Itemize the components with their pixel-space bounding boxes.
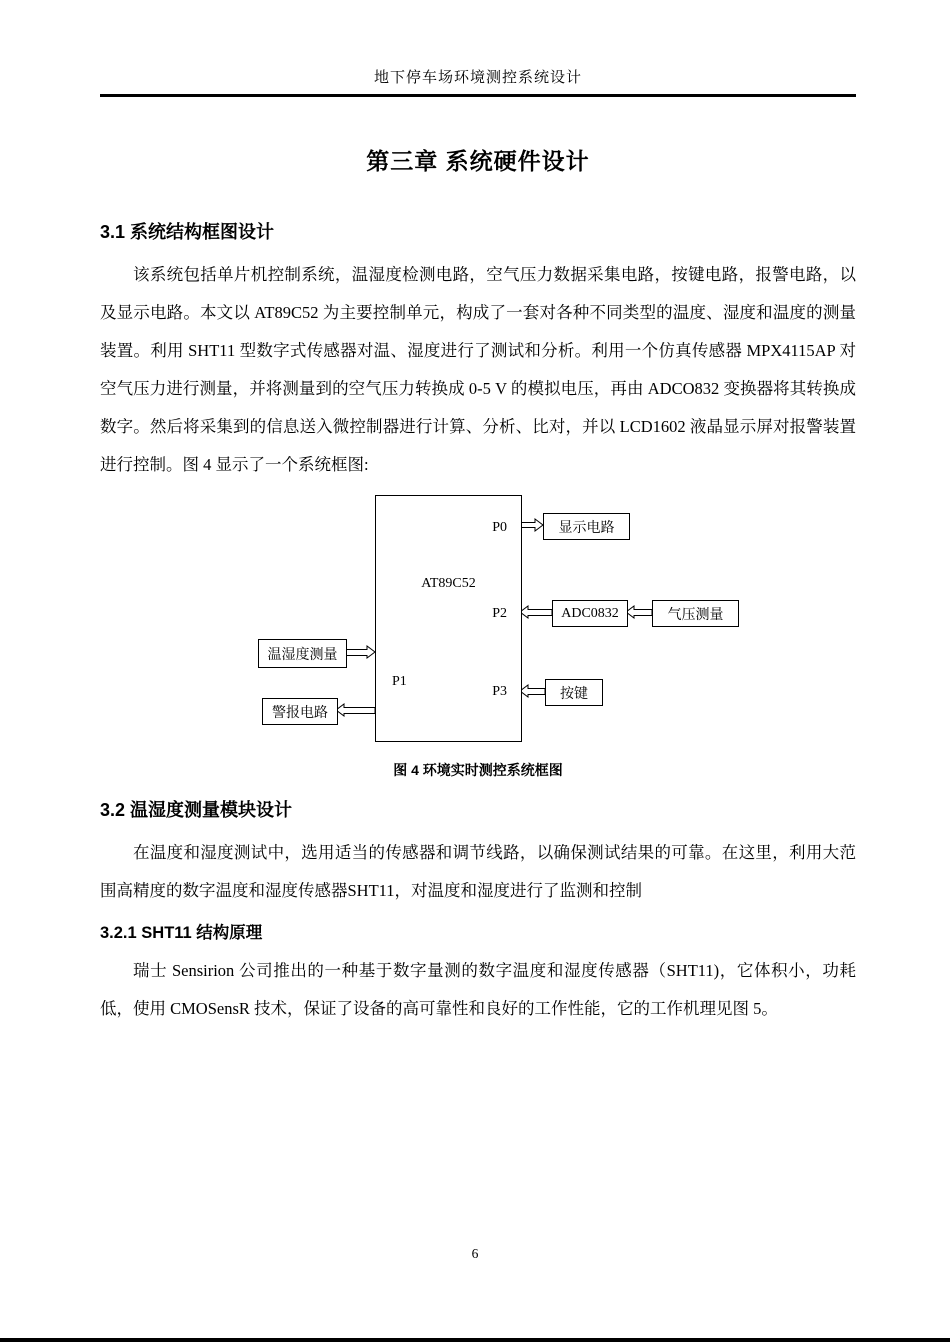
arrow-temphum-mcu [345,646,375,658]
diagram-box-temp-humidity: 温湿度测量 [258,639,347,668]
arrow-mcu-alarm [336,704,375,716]
mcu-port-p0: P0 [492,520,507,535]
chapter-title: 第三章 系统硬件设计 [366,148,590,174]
section-32-heading: 3.2 温湿度测量模块设计 [100,800,293,820]
diagram-box-pressure: 气压测量 [652,600,739,627]
page-content [100,0,856,1028]
diagram-box-mcu [375,495,522,742]
diagram-box-keys: 按键 [545,679,603,706]
diagram-box-display: 显示电路 [543,513,630,540]
mcu-label: AT89C52 [421,576,476,591]
arrow-keys-p3 [520,685,545,697]
system-block-diagram [100,492,856,754]
running-header: 地下停车场环境测控系统设计 [100,66,856,97]
arrow-pressure-adc [626,606,652,618]
figure4-caption: 图 4 环境实时测控系统框图 [393,762,563,778]
section-31-paragraph: 该系统包括单片机控制系统，温湿度检测电路，空气压力数据采集电路，按键电路，报警电路，以及显示电路。本文以 AT89C52 为主要控制单元，构成了一套对各种不同类型的温度、湿度和温度的测量装置。利用 SHT11 型数字式传感器对温、湿度进行了测试和分析。利用一个仿真传感器 MPX4115AP 对空气压力进行测量，并将测量到的空气压力转换成 0-5 V 的模拟电压，再由 ADCO832 变换器将其转换成数字。然后将采集到的信息送入微控制器进行计算、分析、比对，并以 LCD1602 液晶显示屏对报警装置进行控制。图 4 显示了一个系统框图: [100,265,856,474]
diagram-box-adc0832: ADC0832 [552,600,628,627]
arrow-adc-p2 [520,606,552,618]
diagram-box-alarm: 警报电路 [262,698,338,725]
section-321-heading: 3.2.1 SHT11 结构原理 [100,924,263,942]
page-number: 6 [471,1246,479,1261]
section-321-paragraph: 瑞士 Sensirion 公司推出的一种基于数字量测的数字温度和湿度传感器（SHT11)，它体积小，功耗低，使用 CMOSensR 技术，保证了设备的高可靠性和良好的工作性能，它的工作机理见图 5。 [100,961,856,1018]
mcu-port-p3: P3 [492,684,507,699]
arrow-p0-display [520,519,543,531]
section-32-paragraph: 在温度和湿度测试中，选用适当的传感器和调节线路，以确保测试结果的可靠。在这里，利用大范围高精度的数字温度和湿度传感器SHT11，对温度和湿度进行了监测和控制 [100,843,856,900]
section-31-heading: 3.1 系统结构框图设计 [100,222,275,242]
mcu-port-p1: P1 [392,674,407,689]
mcu-port-p2: P2 [492,606,507,621]
page-bottom-rule [0,1338,950,1342]
